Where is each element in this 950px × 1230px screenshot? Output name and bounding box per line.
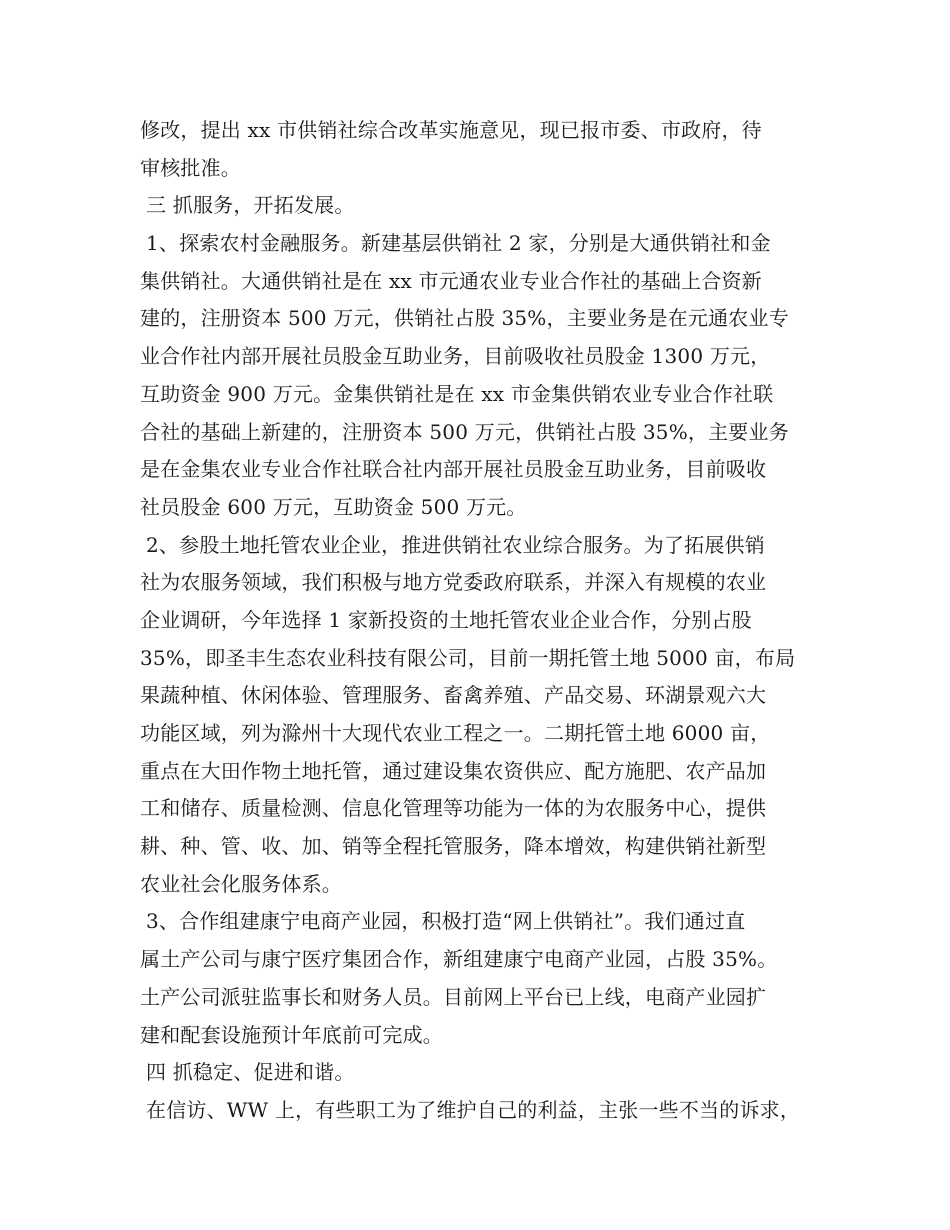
text-line: 果蔬种植、休闲体验、管理服务、畜禽养殖、产品交易、环湖景观六大 [140, 683, 767, 708]
text-line: 工和储存、质量检测、信息化管理等功能为一体的为农服务中心，提供 [140, 796, 767, 821]
text-line: 农业社会化服务体系。 [140, 871, 342, 896]
text-line: 土产公司派驻监事长和财务人员。目前网上平台已上线，电商产业园扩 [140, 984, 767, 1009]
text-line: 社员股金 600 万元，互助资金 500 万元。 [140, 494, 527, 519]
text-line: 2、参股土地托管农业企业，推进供销社农业综合服务。为了拓展供销 [146, 532, 765, 557]
text-line: 建和配套设施预计年底前可完成。 [140, 1022, 443, 1047]
document-body [140, 112, 830, 1130]
text-line: 是在金集农业专业合作社联合社内部开展社员股金互助业务，目前吸收 [140, 457, 767, 482]
text-line: 1、探索农村金融服务。新建基层供销社 2 家，分别是大通供销社和金 [146, 231, 771, 256]
text-line: 业合作社内部开展社员股金互助业务，目前吸收社员股金 1300 万元， [140, 344, 771, 369]
text-line: 建的，注册资本 500 万元，供销社占股 35%，主要业务是在元通农业专 [140, 306, 789, 331]
text-line: 在信访、WW 上，有些职工为了维护自己的利益，主张一些不当的诉求， [146, 1097, 801, 1122]
text-line: 耕、种、管、收、加、销等全程托管服务，降本增效，构建供销社新型 [140, 834, 767, 859]
text-line: 3、合作组建康宁电商产业园，积极打造“网上供销社”。我们通过直 [146, 909, 746, 934]
text-line: 企业调研，今年选择 1 家新投资的土地托管农业企业合作，分别占股 [140, 607, 752, 632]
section-heading: 四 抓稳定、促进和谐。 [146, 1060, 355, 1085]
text-line: 重点在大田作物土地托管，通过建设集农资供应、配方施肥、农产品加 [140, 758, 767, 783]
section-heading: 三 抓服务，开拓发展。 [146, 193, 355, 218]
text-line: 修改，提出 xx 市供销社综合改革实施意见，现已报市委、市政府，待 [140, 118, 762, 142]
text-line: 35%，即圣丰生态农业科技有限公司，目前一期托管土地 5000 亩，布局 [140, 645, 796, 670]
text-line: 属土产公司与康宁医疗集团合作，新组建康宁电商产业园，占股 35%。 [140, 947, 778, 972]
text-line: 合社的基础上新建的，注册资本 500 万元，供销社占股 35%，主要业务 [140, 419, 789, 444]
text-line: 集供销社。大通供销社是在 xx 市元通农业专业合作社的基础上合资新 [140, 268, 762, 293]
text-line: 功能区域，列为滁州十大现代农业工程之一。二期托管土地 6000 亩， [140, 721, 771, 745]
text-line: 审核批准。 [140, 155, 241, 180]
text-line: 社为农服务领域，我们积极与地方党委政府联系，并深入有规模的农业 [140, 570, 767, 595]
text-line: 互助资金 900 万元。金集供销社是在 xx 市金集供销农业专业合作社联 [140, 381, 774, 406]
